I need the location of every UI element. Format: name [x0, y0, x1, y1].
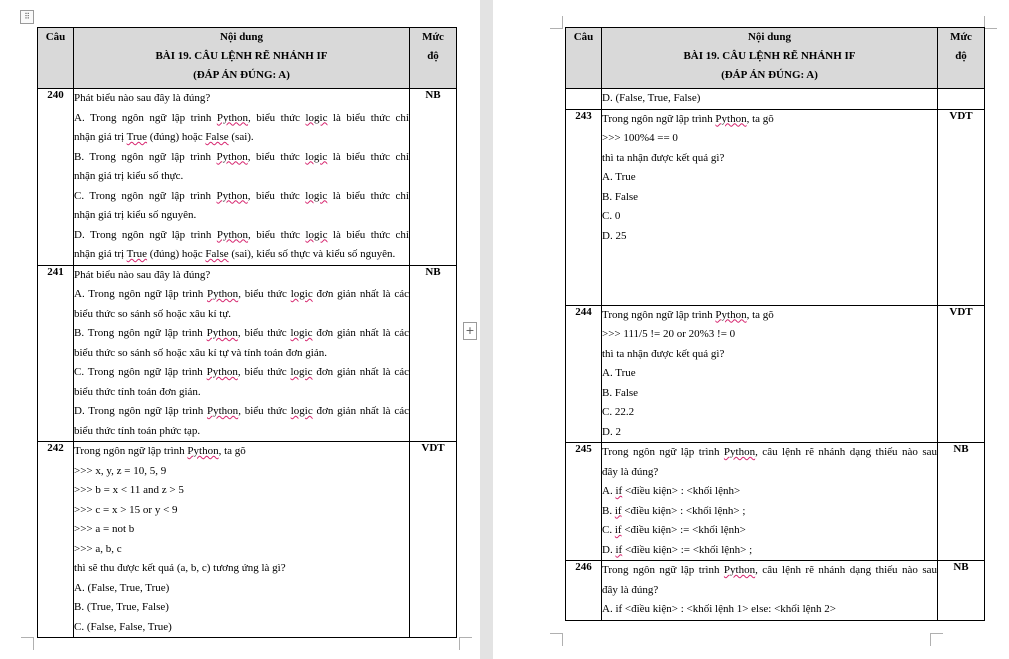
question-number: 241	[38, 265, 74, 442]
text-run: >>> 100%4 == 0	[602, 132, 678, 144]
question-number	[566, 89, 602, 110]
table-move-handle-icon[interactable]: ⠿	[20, 10, 34, 24]
text-run: nhận giá trị kiểu số nguyên.	[74, 209, 197, 221]
question-content	[602, 305, 938, 443]
content-line	[74, 598, 409, 618]
question-table-continued	[565, 27, 985, 621]
content-line	[602, 110, 937, 130]
content-line	[602, 129, 937, 149]
content-line	[602, 463, 937, 483]
text-run: D. (False, True, False)	[602, 92, 701, 104]
content-line	[602, 443, 937, 463]
column-header-num: Câu	[566, 28, 602, 89]
question-row	[38, 89, 457, 266]
text-run: (sai).	[228, 131, 254, 143]
header-lesson-title: BÀI 19. CÂU LỆNH RẼ NHÁNH IF	[683, 50, 856, 62]
text-run: đơn giản nhất là các	[312, 366, 410, 378]
content-line	[74, 442, 409, 462]
spellcheck-marked-word: logic	[305, 111, 328, 124]
text-run: A. Trong ngôn ngữ lập trình	[74, 288, 207, 300]
text-run: (đúng) hoặc	[147, 131, 206, 143]
content-line	[74, 187, 409, 207]
text-run: Phát biểu nào sau đây là đúng?	[74, 268, 211, 281]
text-run: là biểu thức chỉ	[327, 228, 409, 241]
spellcheck-marked-word: Python	[207, 405, 239, 417]
spellcheck-marked-word: Python	[715, 112, 747, 125]
text-run: biểu thức tính toán phức tạp.	[74, 424, 201, 437]
text-run: Trong ngôn ngữ lập trình	[602, 308, 716, 321]
column-header-level	[938, 28, 985, 89]
header-answer-note: (ĐÁP ÁN ĐÚNG: A)	[193, 69, 290, 81]
text-run: B. False	[602, 386, 639, 399]
text-run: B. (True, True, False)	[74, 601, 169, 613]
text-run: D. 25	[602, 229, 627, 242]
question-content	[74, 265, 410, 442]
text-run: thì ta nhận được kết quả gì?	[602, 151, 725, 164]
question-content	[602, 561, 938, 621]
text-run: <điều kiện> := <khối lệnh>	[621, 524, 746, 536]
question-number: 240	[38, 89, 74, 266]
question-number: 243	[566, 109, 602, 305]
spellcheck-marked-word: True	[126, 248, 148, 260]
text-run: nhận giá trị	[74, 131, 127, 143]
text-run: >>> 111/5 != 20 or 20%3 != 0	[602, 328, 736, 340]
text-run: Trong ngôn ngữ lập trình	[602, 112, 716, 125]
content-line	[602, 502, 937, 522]
question-content	[602, 443, 938, 561]
text-run: Trong ngôn ngữ lập trình	[602, 446, 724, 458]
text-run: Trong ngôn ngữ lập trình	[602, 564, 724, 576]
question-content	[74, 89, 410, 266]
document-page-left	[0, 0, 480, 659]
text-run: A. if <điều kiện> : <khối lệnh 1> else: <khối lệnh 2>	[602, 603, 836, 615]
content-line	[602, 246, 937, 266]
text-run: D. 2	[602, 425, 621, 438]
content-line	[74, 559, 409, 579]
content-line	[602, 521, 937, 541]
content-line	[602, 581, 937, 601]
text-run: D. Trong ngôn ngữ lập trình	[74, 405, 207, 417]
spellcheck-marked-word: if	[615, 543, 623, 556]
text-run: (đúng) hoặc	[147, 248, 206, 260]
text-run: <điều kiện> : <khối lệnh> ;	[621, 504, 746, 517]
content-line	[74, 266, 409, 286]
text-run: , biểu thức	[247, 189, 306, 202]
content-line	[602, 207, 937, 227]
text-run: D.	[602, 543, 616, 556]
spellcheck-marked-word: Python	[216, 189, 248, 202]
crop-mark-icon	[21, 637, 34, 650]
content-line	[74, 148, 409, 168]
text-run: A. True	[602, 171, 636, 183]
text-run: , biểu thức	[237, 366, 291, 378]
question-number: 244	[566, 305, 602, 443]
content-line	[74, 501, 409, 521]
text-run: C. 22.2	[602, 406, 635, 418]
crop-mark-icon	[550, 16, 563, 29]
text-run: D. Trong ngôn ngữ lập trình	[74, 228, 217, 241]
text-run: B. Trong ngôn ngữ lập trình	[74, 327, 207, 339]
question-number: 242	[38, 442, 74, 638]
spellcheck-marked-word: if	[614, 504, 622, 517]
text-run: , câu lệnh rẽ nhánh dạng thiếu nào sau	[755, 564, 937, 576]
question-row	[566, 561, 985, 621]
content-line	[74, 226, 409, 246]
spellcheck-marked-word: Python	[207, 288, 239, 300]
text-run: , ta gõ	[746, 308, 774, 321]
spellcheck-marked-word: logic	[305, 189, 328, 202]
text-run: , biểu thức	[238, 288, 291, 300]
spellcheck-marked-word: logic	[290, 366, 313, 378]
content-line	[74, 206, 409, 226]
text-run: nhận giá trị	[74, 248, 127, 260]
question-content	[602, 109, 938, 305]
text-run: đây là đúng?	[602, 583, 659, 596]
spellcheck-marked-word: Python	[723, 446, 756, 458]
text-run: >>> b = x < 11 and z > 5	[74, 484, 184, 496]
question-row	[38, 265, 457, 442]
crop-mark-icon	[459, 637, 472, 650]
spellcheck-marked-word: logic	[305, 228, 328, 241]
spellcheck-marked-word: Python	[715, 308, 747, 321]
content-line	[602, 325, 937, 345]
content-line	[602, 364, 937, 384]
header-level-line1: Mức	[422, 31, 444, 43]
content-line	[74, 462, 409, 482]
text-run: đơn giản nhất là các	[312, 327, 410, 339]
text-run: (sai), kiểu số thực và kiểu số nguyên.	[228, 248, 396, 260]
spellcheck-marked-word: logic	[290, 327, 313, 339]
content-line	[602, 482, 937, 502]
content-line	[602, 266, 937, 286]
content-line	[74, 89, 409, 109]
content-line	[602, 541, 937, 561]
content-line	[602, 227, 937, 247]
question-content	[602, 89, 938, 110]
spellcheck-marked-word: Python	[216, 150, 248, 163]
content-line	[602, 384, 937, 404]
content-line	[74, 540, 409, 560]
text-run: đơn giản nhất là các	[312, 288, 410, 300]
content-line	[602, 168, 937, 188]
text-run: thì sẽ thu được kết quả (a, b, c) tương ứng là gì?	[74, 562, 286, 574]
difficulty-level: VDT	[938, 305, 985, 443]
difficulty-level: NB	[410, 265, 457, 442]
difficulty-level: NB	[938, 443, 985, 561]
text-run: đây là đúng?	[602, 465, 659, 478]
text-run: >>> c = x > 15 or y < 9	[74, 503, 178, 516]
spellcheck-marked-word: logic	[290, 405, 313, 417]
crop-mark-icon	[984, 16, 997, 29]
header-level-line2: độ	[955, 50, 967, 62]
text-run: biểu thức tính toán đơn giản.	[74, 385, 201, 398]
spellcheck-marked-word: logic	[290, 288, 313, 300]
crop-mark-icon	[550, 633, 563, 646]
question-row	[566, 109, 985, 305]
header-level-line1: Mức	[950, 31, 972, 43]
question-number: 245	[566, 443, 602, 561]
text-run: C. Trong ngôn ngữ lập trình	[74, 366, 207, 378]
spellcheck-marked-word: Python	[216, 228, 249, 241]
spellcheck-marked-word: Python	[216, 111, 249, 124]
text-run: <điều kiện> := <khối lệnh> ;	[622, 543, 753, 556]
spellcheck-marked-word: True	[126, 131, 148, 143]
header-content-title: Nội dung	[219, 31, 264, 43]
spellcheck-marked-word: if	[615, 485, 623, 497]
text-run: , ta gõ	[746, 112, 774, 125]
content-line	[74, 167, 409, 187]
content-line	[74, 305, 409, 325]
text-run: là biểu thức chỉ	[327, 150, 409, 163]
header-content-title: Nội dung	[747, 31, 792, 43]
text-run: C. (False, False, True)	[74, 620, 172, 633]
difficulty-level	[938, 89, 985, 110]
content-line	[74, 618, 409, 638]
spellcheck-marked-word: Python	[206, 327, 238, 339]
question-row	[566, 443, 985, 561]
text-run: C.	[602, 524, 615, 536]
spellcheck-marked-word: False	[205, 248, 229, 260]
column-header-num: Câu	[38, 28, 74, 89]
content-line	[602, 423, 937, 443]
text-run: , biểu thức	[238, 405, 291, 417]
text-run: C. Trong ngôn ngữ lập trình	[74, 189, 217, 202]
content-line	[74, 363, 409, 383]
text-run: biểu thức so sánh số hoặc xâu kí tự.	[74, 307, 232, 320]
content-line	[74, 520, 409, 540]
text-run: , biểu thức	[247, 150, 306, 163]
content-line	[74, 402, 409, 422]
content-line	[602, 285, 937, 305]
content-line	[74, 109, 409, 129]
table-add-column-icon[interactable]: +	[463, 322, 477, 340]
header-level-line2: độ	[427, 50, 439, 62]
content-line	[74, 285, 409, 305]
content-line	[74, 128, 409, 148]
text-run: , câu lệnh rẽ nhánh dạng thiếu nào sau	[755, 446, 937, 458]
question-content	[74, 442, 410, 638]
text-run: A.	[602, 485, 616, 497]
text-run: >>> a = not b	[74, 523, 135, 535]
content-line	[602, 149, 937, 169]
text-run: là biểu thức chỉ	[327, 189, 409, 202]
text-run: >>> a, b, c	[74, 542, 122, 555]
spellcheck-marked-word: if	[614, 524, 622, 536]
spellcheck-marked-word: Python	[187, 445, 219, 457]
text-run: >>> x, y, z = 10, 5, 9	[74, 464, 167, 477]
content-line	[602, 561, 937, 581]
text-run: A. (False, True, True)	[74, 581, 170, 594]
text-run: <điều kiện> : <khối lệnh>	[622, 485, 741, 497]
difficulty-level: VDT	[410, 442, 457, 638]
text-run: B. False	[602, 190, 639, 203]
text-run: là biểu thức chỉ	[327, 111, 409, 124]
text-run: Phát biểu nào sau đây là đúng?	[74, 92, 211, 104]
content-line	[74, 481, 409, 501]
header-answer-note: (ĐÁP ÁN ĐÚNG: A)	[721, 69, 818, 81]
spellcheck-marked-word: logic	[305, 150, 328, 163]
text-run: nhận giá trị kiểu số thực.	[74, 170, 184, 182]
question-row	[566, 305, 985, 443]
question-table	[37, 27, 457, 638]
header-lesson-title: BÀI 19. CÂU LỆNH RẼ NHÁNH IF	[155, 50, 328, 62]
text-run: thì ta nhận được kết quả gì?	[602, 347, 725, 360]
question-row	[38, 442, 457, 638]
difficulty-level: VDT	[938, 109, 985, 305]
content-line	[602, 403, 937, 423]
page-gutter	[480, 0, 493, 659]
content-line	[74, 422, 409, 442]
crop-mark-icon	[930, 633, 943, 646]
text-run: Trong ngôn ngữ lập trình	[74, 445, 188, 457]
question-number: 246	[566, 561, 602, 621]
question-row	[566, 89, 985, 110]
content-line	[602, 600, 937, 620]
content-line	[74, 245, 409, 265]
text-run: C. 0	[602, 210, 621, 222]
content-line	[74, 324, 409, 344]
difficulty-level: NB	[938, 561, 985, 621]
content-line	[74, 383, 409, 403]
text-run: B. Trong ngôn ngữ lập trình	[74, 150, 217, 163]
column-header-content	[74, 28, 410, 89]
text-run: , biểu thức	[237, 327, 291, 339]
content-line	[602, 306, 937, 326]
content-line	[602, 345, 937, 365]
difficulty-level: NB	[410, 89, 457, 266]
text-run: A. True	[602, 367, 636, 379]
text-run: , biểu thức	[248, 111, 306, 124]
text-run: B.	[602, 504, 615, 517]
spellcheck-marked-word: Python	[206, 366, 238, 378]
column-header-content	[602, 28, 938, 89]
column-header-level	[410, 28, 457, 89]
content-line	[74, 579, 409, 599]
text-run: A. Trong ngôn ngữ lập trình	[74, 111, 217, 124]
text-run: , ta gõ	[218, 445, 246, 457]
text-run: biểu thức so sánh số hoặc xâu kí tự và tính toán đơn giản.	[74, 346, 327, 359]
spellcheck-marked-word: Python	[723, 564, 756, 576]
content-line	[602, 89, 937, 109]
content-line	[602, 188, 937, 208]
spellcheck-marked-word: False	[205, 131, 229, 143]
text-run: đơn giản nhất là các	[312, 405, 410, 417]
text-run: , biểu thức	[248, 228, 306, 241]
content-line	[74, 344, 409, 364]
